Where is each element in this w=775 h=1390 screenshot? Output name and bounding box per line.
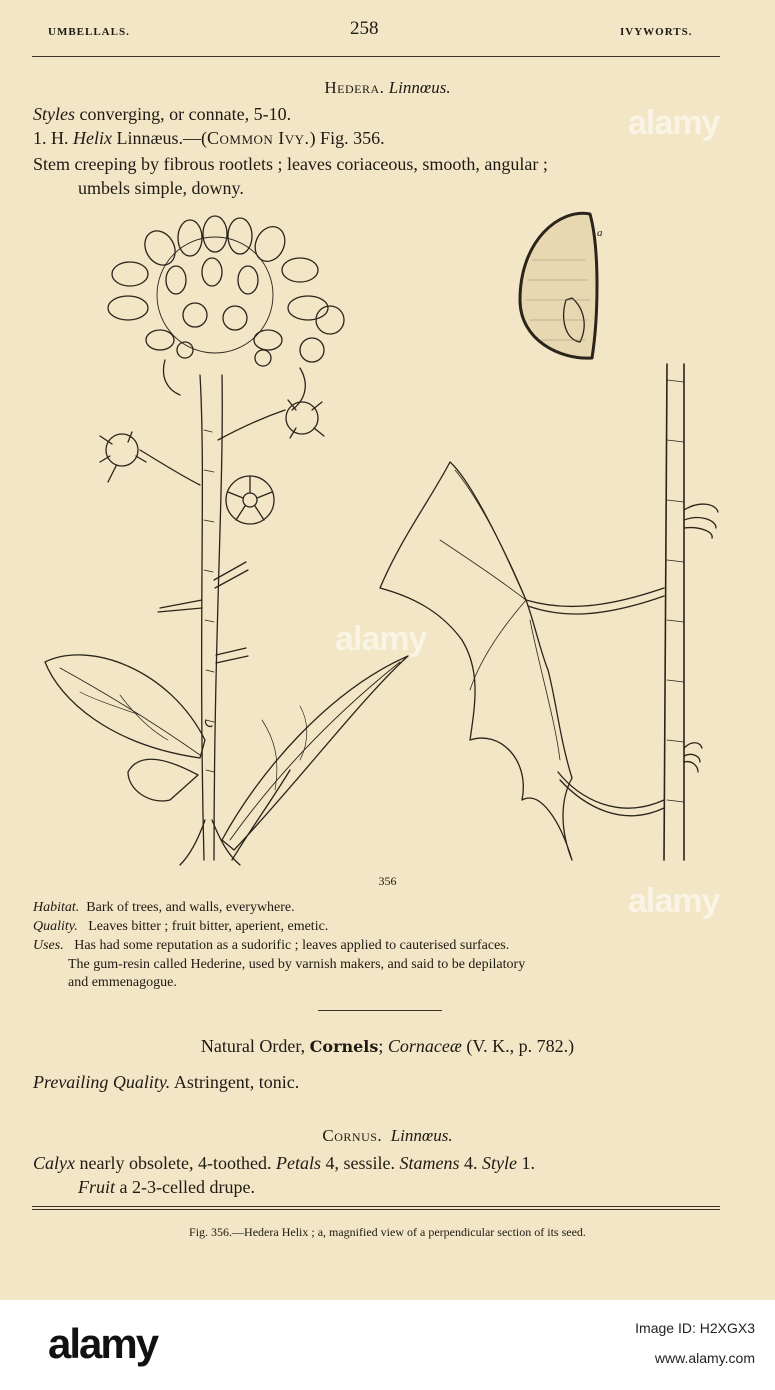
leaf-lower-left	[45, 655, 205, 758]
page-number: 258	[350, 18, 379, 39]
natural-order-sep: ;	[378, 1036, 388, 1056]
genus-author: Linnœus.	[388, 78, 451, 97]
species-name: Helix	[73, 128, 112, 148]
header-rule	[32, 56, 720, 57]
figure-caption: Fig. 356.—Hedera Helix ; a, magnified view of a perpendicular section of its seed.	[189, 1225, 586, 1239]
site-url[interactable]: www.alamy.com	[654, 1350, 755, 1366]
habitat-note	[33, 900, 295, 916]
quality-text: Leaves bitter ; fruit bitter, aperient, emetic.	[88, 919, 329, 934]
prevailing-quality-text: Astringent, tonic.	[170, 1072, 300, 1092]
open-flower-right	[226, 476, 274, 524]
natural-order-latin: Cornaceæ	[387, 1036, 462, 1056]
running-head-left: UMBELLALS.	[48, 26, 130, 38]
uses-text-2: The gum-resin called Hederine, used by varnish makers, and said to be depilatory	[68, 957, 526, 972]
petals-text: 4, sessile.	[320, 1153, 400, 1173]
uses-text-1: Has had some reputation as a sudorific ; leaves applied to cauterised surfaces.	[74, 938, 510, 953]
side-floret-upper-right	[286, 400, 324, 438]
cornus-author: Linnœus.	[390, 1126, 453, 1145]
style-text: 1.	[516, 1153, 535, 1173]
common-name: Common Ivy.	[207, 128, 310, 148]
quality-label: Quality.	[33, 919, 78, 934]
climbing-stem	[664, 364, 684, 860]
natural-order	[0, 1036, 775, 1057]
cornus-genus: Cornus.	[322, 1126, 383, 1145]
side-floret-left	[100, 432, 146, 482]
petals-label: Petals	[275, 1153, 321, 1173]
description-line-2: umbels simple, downy.	[78, 178, 244, 198]
natural-order-ref: (V. K., p. 782.)	[461, 1036, 575, 1056]
fruit-text: a 2-3-celled drupe.	[115, 1177, 255, 1197]
genus-name: Hedera.	[324, 78, 385, 97]
genus-character	[33, 104, 291, 125]
running-head-right: IVYWORTS.	[620, 26, 693, 38]
fruit-label: Fruit	[78, 1177, 116, 1197]
natural-order-name: Cornels	[309, 1037, 379, 1056]
leaf-lower-right	[222, 656, 408, 850]
watermark: alamy	[335, 620, 427, 658]
flower-umbel	[108, 216, 344, 410]
ivy-leaf-right	[380, 462, 572, 860]
image-id: Image ID: H2XGX3	[635, 1320, 755, 1336]
calyx-label: Calyx	[33, 1153, 75, 1173]
calyx-text: nearly obsolete, 4-toothed.	[75, 1153, 276, 1173]
uses-text-3: and emmenagogue.	[68, 975, 177, 990]
natural-order-prefix: Natural Order,	[200, 1036, 310, 1056]
habitat-label: Habitat.	[33, 900, 80, 915]
uses-note	[33, 938, 509, 954]
species-number: 1. H.	[33, 128, 73, 148]
styles-text: converging, or connate, 5-10.	[75, 104, 292, 124]
figure-number: 356	[378, 874, 397, 888]
seed-label-a: a	[597, 227, 603, 239]
description-line-1: Stem creeping by fibrous rootlets ; leaves coriaceous, smooth, angular ;	[33, 154, 548, 174]
seed-section	[520, 213, 597, 358]
ivy-illustration	[0, 200, 775, 890]
petiole-upper	[526, 588, 664, 614]
species-author: Linnæus.—(	[111, 128, 207, 148]
cornus-heading	[0, 1126, 775, 1146]
watermark: alamy	[628, 104, 720, 142]
uses-label: Uses.	[33, 938, 64, 953]
prevailing-quality	[33, 1072, 299, 1093]
watermark: alamy	[628, 882, 720, 920]
section-rule	[318, 1010, 442, 1011]
alamy-logo: alamy	[48, 1320, 158, 1367]
aerial-rootlets-upper	[684, 504, 718, 538]
habitat-text: Bark of trees, and walls, everywhere.	[86, 900, 295, 915]
petiole-lower	[558, 772, 664, 816]
stamens-label: Stamens	[399, 1153, 460, 1173]
genus-heading	[0, 78, 775, 98]
styles-label: Styles	[33, 104, 75, 124]
stock-footer	[0, 1300, 775, 1390]
species-line	[33, 128, 385, 149]
stamens-text: 4.	[459, 1153, 482, 1173]
style-label: Style	[481, 1153, 517, 1173]
figure-reference: ) Fig. 356.	[309, 128, 385, 148]
prevailing-quality-label: Prevailing Quality.	[33, 1072, 171, 1092]
cornus-fruit	[78, 1177, 255, 1198]
caption-rule	[32, 1206, 720, 1207]
cornus-character	[33, 1153, 535, 1174]
caption-rule-2	[32, 1209, 720, 1210]
main-stalk	[200, 375, 204, 860]
quality-note	[33, 919, 328, 935]
